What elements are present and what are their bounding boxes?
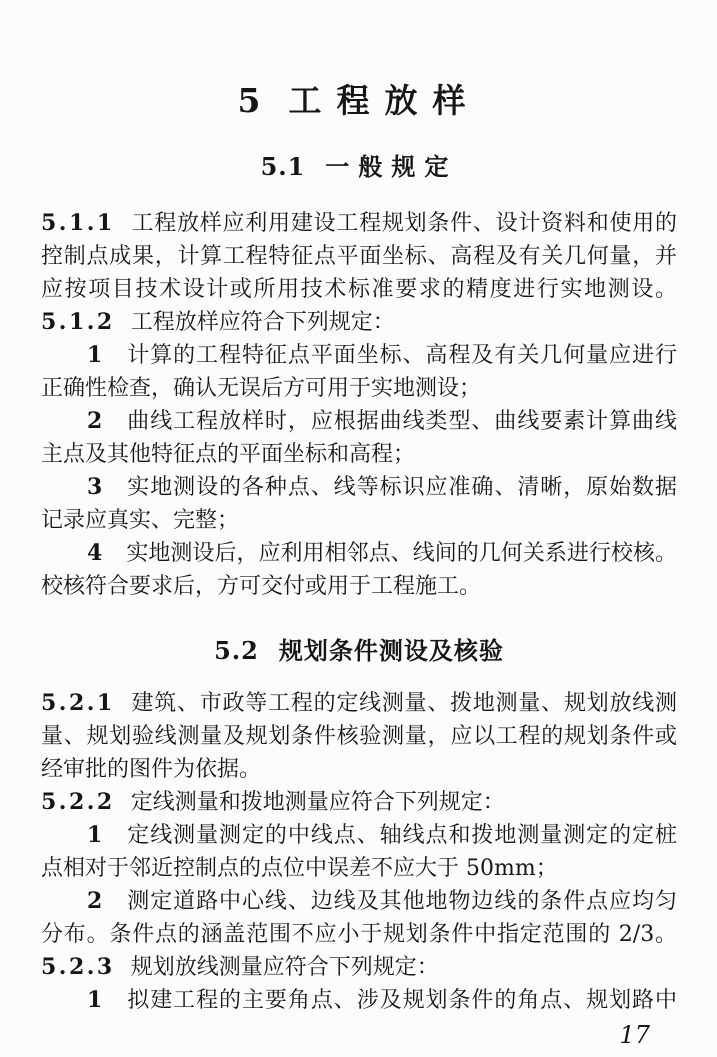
section-heading-text: 规划条件测设及核验 [278,636,504,665]
clause-number: 5.1.2 [41,309,115,335]
section-heading-5-2 [41,637,677,665]
line-text: 量、规划验线测量及规划条件核验测量，应以工程的规划条件或 [41,724,677,749]
item-text: 计算的工程特征点平面坐标、高程及有关几何量应进行 [126,343,677,368]
clause-line [41,951,677,984]
line-text: 点相对于邻近控制点的点位中误差不应大于 50mm； [41,856,558,881]
item-line [41,984,677,1017]
section-number: 5.2 [214,636,259,665]
item-line [41,537,677,570]
item-number: 2 [87,888,103,914]
section-heading-text: 一般规定 [325,152,458,181]
continuation-line [41,720,677,753]
continuation-line [41,918,677,951]
continuation-line [41,438,677,471]
page-number: 17 [619,1021,650,1049]
line-text: 应按项目技术设计或所用技术标准要求的精度进行实地测设。 [41,277,677,302]
line-text: 正确性检查，确认无误后方可用于实地测设； [41,376,482,401]
section-5-2-body [41,687,677,1017]
continuation-line [41,753,677,786]
line-text: 经审批的图件为依据。 [41,757,262,782]
clause-line [41,306,677,339]
item-text: 实地测设后，应利用相邻点、线间的几何关系进行校核。 [126,541,677,566]
line-text: 主点及其他特征点的平面坐标和高程； [41,442,416,467]
continuation-line [41,240,677,273]
line-text: 记录应真实、完整； [41,508,240,533]
line-text: 校核符合要求后，方可交付或用于工程施工。 [41,574,482,599]
item-text: 拟建工程的主要角点、涉及规划条件的角点、规划路中 [126,988,677,1013]
clause-text: 规划放线测量应符合下列规定： [130,955,439,980]
item-text: 测定道路中心线、边线及其他地物边线的条件点应均匀 [126,889,677,914]
item-line [41,819,677,852]
section-heading-5-1 [41,153,677,181]
section-number: 5.1 [260,152,306,181]
clause-number: 5.2.1 [41,690,115,716]
clause-text: 工程放样应利用建设工程规划条件、设计资料和使用的 [130,211,677,236]
clause-text: 工程放样应符合下列规定： [130,310,395,335]
item-text: 实地测设的各种点、线等标识应准确、清晰，原始数据 [126,475,677,500]
item-text: 定线测量测定的中线点、轴线点和拨地测量测定的定桩 [126,823,677,848]
continuation-line [41,570,677,603]
page-content [41,0,677,1049]
clause-number: 5.2.3 [41,954,115,980]
item-line [41,885,677,918]
chapter-title-text: 工程放样 [288,81,481,120]
continuation-line [41,504,677,537]
section-5-1-body [41,207,677,603]
chapter-title [41,0,677,119]
item-number: 1 [87,822,103,848]
item-text: 曲线工程放样时，应根据曲线类型、曲线要素计算曲线 [126,409,677,434]
item-number: 1 [87,342,103,368]
clause-number: 5.1.1 [41,210,115,236]
clause-line [41,786,677,819]
continuation-line [41,273,677,306]
clause-text: 建筑、市政等工程的定线测量、拨地测量、规划放线测 [130,691,677,716]
clause-text: 定线测量和拨地测量应符合下列规定： [130,790,505,815]
chapter-number: 5 [237,81,261,120]
continuation-line [41,372,677,405]
item-line [41,339,677,372]
line-text: 控制点成果，计算工程特征点平面坐标、高程及有关几何量，并 [41,244,677,269]
item-line [41,405,677,438]
line-text: 分布。条件点的涵盖范围不应小于规划条件中指定范围的 2/3。 [41,922,677,947]
item-number: 4 [87,540,103,566]
continuation-line [41,852,677,885]
item-number: 2 [87,408,103,434]
clause-number: 5.2.2 [41,789,115,815]
clause-line [41,207,677,240]
item-number: 1 [87,987,103,1013]
item-number: 3 [87,474,103,500]
clause-line [41,687,677,720]
item-line [41,471,677,504]
